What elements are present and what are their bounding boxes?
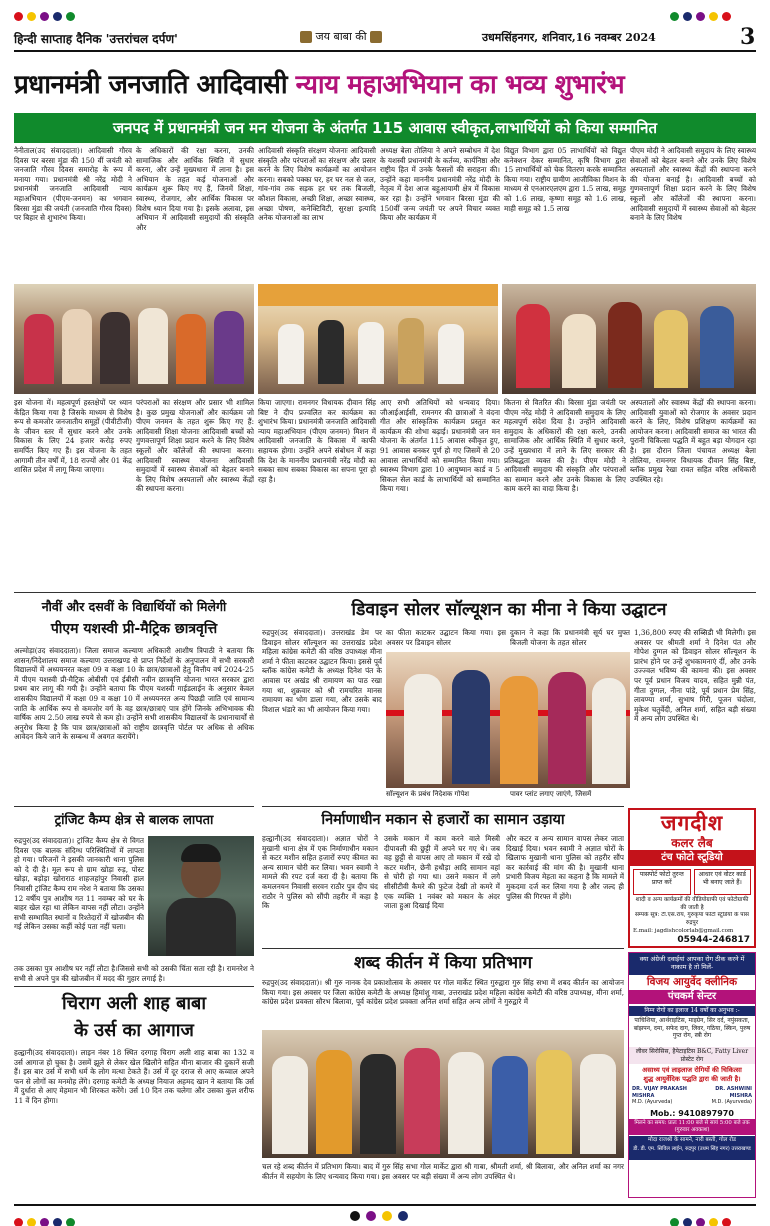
masthead-slogan (300, 29, 382, 44)
urs-headline-line-2: के उर्स का आगाज (74, 1020, 194, 1041)
clinic-ad-doctor-1: DR. VIJAY PRAKASH MISHRA (632, 1086, 687, 1099)
missing-boy-photo (148, 836, 254, 956)
lead-col-4: अध्यक्ष बेला तोलिया ने अपने सम्बोधन में देश के यशस्वी प्रधानमंत्री के कर्तव्य, कार्यनिष्ठा और राष्ट्रीय हित में उनके फैसलों की सराहना की। उन्होंने कहा माननीय प्रधानमंत्री नरेंद्र मोदी के नेतृत्व में देश आज बहुआयामी क्षेत्र में विकास कर रहा है। उन्होंने भगवान बिरसा मुंडा की 150वीं जन्म जयंती पर अपने विचार व्यक्त किया और कार्यक्रम में (380, 146, 500, 223)
studio-ad (628, 808, 756, 948)
slogan-text: जय बाबा की (315, 30, 367, 43)
paper-name: हिन्दी साप्ताह दैनिक 'उत्तरांचल दर्पण' (14, 32, 178, 46)
masthead (0, 0, 770, 58)
lead-col-5b: कितना से वितरित की। बिरसा मुंडा जयंती पर पीएम नरेंद्र मोदी ने आदिवासी समुदाय के लिए महत्वपूर्ण संदेश दिया है। उन्होंने आदिवासी समुदाय के अधिकारों की रक्षा करने, उनकी सामाजिक और आर्थिक स्थिति में सुधार करने, उन्हें मुख्यधारा में लाने के लिए सरकार की प्रतिबद्धता व्यक्त की है। पीएम मोदी ने आदिवासी समुदाय की संस्कृति और परंपराओं का सम्मान करने और उनके विकास के लिए काम करने का वादा किया है। (504, 398, 626, 494)
dateline: उधमसिंहनगर, शनिवार,16 नवम्बर 2024 (482, 31, 656, 44)
clinic-ad-sub: पंचकर्म सेन्टर (629, 990, 755, 1004)
top-dots-right (670, 6, 735, 25)
om-mark-icon (300, 31, 312, 43)
scholarship-headline-line-2: पीएम यशस्वी प्री-मैट्रिक छात्रवृत्ति (50, 621, 218, 637)
studio-ad-email: E.mail: jagdishcolorlab@gmail.com (633, 928, 734, 934)
scholarship-headline (14, 596, 254, 642)
event-photo-audience (502, 284, 756, 394)
kirtan-body: रुद्रपुर(उद संवाददाता)। श्री गुरु नानक देव प्रकाशोत्सव के अवसर पर गोल मार्केट स्थित गुरुद्वारा गुरु सिंह सभा में शबद कीर्तन का आयोजन किया गया। इस अवसर पर जिला कांग्रेस कमेटी के अध्यक्ष हिमांशु गाबा, उत्तराखंड प्रदेश महिला कांग्रेस कमेटी की वरिष्ठ उपाध्यक्ष, मीना शर्मा, कांग्रेस प्रदेश प्रवक्ता सौरभ बिलावा, पूर्व कांग्रेस प्रदेश प्रवक्ता अनिल शर्मा सहित अन्य लोगों ने गुरुद्वारे में (262, 978, 624, 1007)
studio-ad-services: शादी व अन्य कार्यक्रमों की वीडियोग्राफी एवं फोटोग्राफी की जाती है (635, 897, 749, 911)
studio-ad-note-right: आधार एवं वोटर कार्ड भी बनाए जाते हैं। (694, 869, 752, 895)
clinic-ad-slogan-2: शुद्ध आयुर्वेदिक पद्धति द्वारा की जाती है। (643, 1074, 741, 1083)
missing-boy-headline: ट्रांजिट कैम्प क्षेत्र से बालक लापता (54, 813, 214, 828)
clinic-ad-top: क्या अंग्रेजी दवाईयां आपका रोग ठीक करने में नाकाम है तो मिलें- (629, 953, 755, 975)
studio-ad-address: सम्पर्क सूत्र: टी.एस.रॉय, गुरुकृपा फोटो स्टूडियो के पास रुद्रपुर (635, 912, 749, 926)
bottom-dots-left (14, 1212, 79, 1226)
registration-mark-icon (366, 1211, 376, 1221)
section-rule-5 (262, 948, 624, 949)
clinic-ad-footer-2: मोदा राजश्री के सामने, नारी बस्ती, गोल रोड (629, 1136, 755, 1145)
solar-col-3: दुकान ने कहा कि प्रधानमंत्री सूर्य घर मुफ्त बिजली योजना के तहत सोलर (510, 628, 630, 647)
clinic-ad-doctor-2-degree: M.D. (Ayurveda) (711, 1099, 752, 1105)
solar-col-2: का फीता काटकर उद्घाटन किया गया। इस अवसर पर डिवाइन सोलर (386, 628, 506, 647)
studio-ad-phone: 05944-246817 (677, 935, 750, 945)
bottom-dots-right (670, 1212, 735, 1226)
scholarship-headline-line-1: नौवीं और दसवीं के विद्यार्थियों को मिलेगी (41, 599, 227, 614)
clinic-ad-note: लीवर सिरोसिस, हैपेटाइटिस B&C, Fatty Liver प्रोस्टेट रोग (629, 1047, 755, 1064)
lead-col-3b: किया जाएगा। रामनगर विधायक दीवान सिंह बिष्ट ने दीप प्रज्वलित कर कार्यक्रम का शुभारंभ किया। प्रधानमंत्री जनजाति आदिवासी न्याय महाअभियान (पीएम जनमन) मिशन में आदिवासी जनजाति के विकास में काफी सहायक होगा। उन्होंने अपने संबोधन में कहा कि देश के माननीय प्रधानमंत्री नरेंद्र मोदी का सबका साथ सबका विकास का सपना पूरा हो रहा है। (258, 398, 376, 484)
kirtan-caption: चल रहे शब्द कीर्तन में प्रतिभाग किया। बाद में गुरु सिंह सभा गोल मार्केट द्वारा श्री गाबा, श्रीमती शर्मा, श्री बिलावा, और अनिल शर्मा का नगर कीर्तन में सहयोग के लिए धन्यवाद किया गया। इस अवसर पर बड़ी संख्या में अन्य लोग उपस्थित थे। (262, 1162, 624, 1181)
solar-caption-2: पावर प्लांट लगाए जाएंगे, जिसमें (510, 790, 592, 798)
studio-ad-line-2: टंच फोटो स्टूडियो (630, 850, 754, 866)
lead-col-5: विद्युत विभाग द्वारा 05 लाभार्थियों को विद्युत कनेक्शन देकर सम्मानित, कृषि विभाग द्वारा 15 लाभार्थियों को चेक वितरण करके सम्मानित किया गया। राष्ट्रीय ग्रामीण आजीविका मिशन के माध्यम से एनआरएलएम द्वारा 1.5 लाख, समूह को 1.6 लाख, कृष्णा समूह को 1.6 लाख, माही समूह को 1.5 लाख (504, 146, 626, 213)
lead-col-1b: इस योजना में। महत्वपूर्ण हस्तक्षेपों पर ध्यान केंद्रित किया गया है जिसके माध्यम से विशेष रूप से कमजोर जनजातीय समूहों (पीवीटीजी) के जीवन स्तर में सुधार करने और उनके विकास के लिए 24 हजार करोड़ रुपए समर्पित किए गए हैं। इस योजना के तहत आगामी तीन वर्षों में, 18 राज्यों और 01 केंद्र शासित प्रदेश में लागू किया जाएगा। (14, 398, 132, 475)
theft-col-3: और कटर व अन्य सामान वापस लेकर जाता दिखाई दिया। भवन स्वामी ने अज्ञात चोरों के खिलाफ मुखानी थाना पुलिस को तहरीर सौंप कर कार्रवाई की मांग की है। मुखानी थाना प्रभारी विजय मेहता का कहना है कि मामले में मुकदमा दर्ज कर लिया गया है और जल्द ही पुलिस की गिरफ्त में होंगे। (506, 834, 624, 901)
top-dots-left (14, 6, 79, 25)
scholarship-body: अल्मोड़ा(उद संवाददाता)। जिला समाज कल्याण अधिकारी आशीष त्रिपाठी ने बताया कि शासन/निदेशालय समाज कल्याण उत्तराखण्ड से प्राप्त निर्देशों के अनुपालन में सभी सरकारी विद्यालयों में अध्ययनरत कक्षा 09 व कक्षा 10 के छात्र/छात्राओं हेतु वित्तीय वर्ष 2024-25 में पीएम यशस्वी प्री-मैट्रिक ओबीसी एवं ईबीसी नवीन छात्रवृत्ति योजना भारत सरकार द्वारा प्रथम बार लागू की गयी है। उन्होंने बताया कि पीएम यशस्वी गाईडलाईन के अनुसार केवल शासकीय विद्यालयों में कक्षा 09 व कक्षा 10 में अध्ययनरत अन्य पिछड़ी जाति एवं सामान्य जाति के आर्थिक रूप से कमजोर वर्ग के वह छात्र/छात्राएं पात्र होंगे जिनके अभिभावक की वार्षिक आय 2.50 लाख रुपये से कम हो। उन्होंने सभी शासकीय विद्यालयों के प्रधानाचार्यों से अनुरोध किया है कि पात्र छात्र/छात्राओं को राष्ट्रीय छात्रवृत्ति पोर्टल पर अधिक से अधिक आवेदन किये जाने के सम्बन्ध में अवगत करायेंगे। (14, 646, 254, 742)
event-photo-stage (258, 284, 498, 394)
lead-headline (14, 62, 756, 110)
om-mark-icon (370, 31, 382, 43)
clinic-ad-slogan-1: असाध्य एवं लाइलाज रोगियों की चिकित्सा (642, 1066, 742, 1074)
registration-mark-icon (382, 1211, 392, 1221)
footer-rule (14, 1204, 756, 1206)
kirtan-headline: शब्द कीर्तन में किया प्रतिभाग (353, 953, 533, 973)
missing-boy-tail: तक उसका पुत्र आशीष घर नहीं लौटा है।जिससे सभी को उसकी चिंता सता रही है। रामनरेश ने सभी से अपने पुत्र की खोजबीन में मदद की गुहार लगाई है। (14, 964, 254, 983)
theft-col-2: उसके मकान में काम करने वाले मिस्त्री दीपावली की छुट्टी में अपने घर गए थे। जब वह छुट्टी से वापस आए तो मकान में रखे दो कटर मशीन, छेनी हथौड़ा आदि सामान वहां से चोरी हो गया था। उसने मकान में लगे सीसीटीवी कैमरे की फुटेज देखी तो कमरे में एक व्यक्ति 1 नवंबर को मकान के अंदर जाता हुआ दिखाई दिया (384, 834, 500, 911)
lead-subhead: जनपद में प्रधानमंत्री जन मन योजना के अंतर्गत 115 आवास स्वीकृत,लाभार्थियों को किया सम्मानित (112, 119, 658, 137)
lead-col-3: आदिवासी संस्कृति संरक्षण योजनाः आदिवासी संस्कृति और परंपराओं का संरक्षण और प्रसार करने के लिए विशेष कार्यक्रमों का आयोजन करना। सबको पक्का घर, हर घर नल से जल, गांव-गांव तक सड़क हर घर तक बिजली, कौशल विकास, अच्छी शिक्षा, अच्छा स्वास्थ्य, अच्छा पोषण, कनेक्टिविटी, सुरक्षा इत्यादि अनेक योजनाओं का लाभ (258, 146, 376, 223)
clinic-ad-list: पाचिशिया, आर्थराइटिस, माइग्रेन, सिर दर्द, नपुंसकता, बांझपन, दमा, सफेद दाग, लिवर, गठिया, स्किन, पुरुष गुप्त रोग, स्त्री रोग (633, 1017, 751, 1040)
lead-col-1: नैनीताल(उद संवाददाता)। आदिवासी गौरव दिवस पर बरसा मुंडा की 150 वीं जयंती को जनजाति गौरव दिवस समारोह के रूप में मनाया गया। प्रधानमंत्री श्री नरेंद्र मोदी ने प्रधानमंत्री जनजाति आदिवासी न्याय महाअभियान (पीएम-जनमन) का भगवान बिरसा मुंडा की जयंती (जनजाति गौरव दिवस) पर बिहार से शुभारंभ किया। (14, 146, 132, 223)
registration-mark-icon (350, 1211, 360, 1221)
section-rule-2 (14, 806, 254, 807)
lead-col-2b: परंपराओं का संरक्षण और प्रसार भी शामिल है। कुछ प्रमुख योजनाओं और कार्यक्रम जो पीएम जनमन के तहत शुरू किए गए हैं: आदिवासी शिक्षा योजनाः आदिवासी बच्चों को गुणवत्तापूर्ण शिक्षा प्रदान करने के लिए विशेष स्कूलों और कॉलेजों की स्थापना करना। आदिवासी स्वास्थ्य योजनाः आदिवासी समुदायों में स्वास्थ्य सेवाओं को बेहतर बनाने के लिए विशेष अस्पतालों और स्वास्थ्य केंद्रों की स्थापना करना। (136, 398, 254, 494)
solar-caption-1: सॉल्यूशन के प्रबंध निदेशक गोपेश (386, 790, 470, 798)
lead-headline-part-2: न्याय महाअभियान का भव्य शुभारंभ (295, 70, 625, 100)
bottom-registration-marks (350, 1211, 408, 1221)
studio-ad-line-1: कलर लैब (671, 836, 713, 850)
clinic-ad-mobile: Mob.: 9410897970 (650, 1108, 734, 1118)
lead-col-6b: अस्पतालों और स्वास्थ्य केंद्रों की स्थापना करना। आदिवासी युवाओं को रोजगार के अवसर प्रदान करने के लिए, विशेष प्रशिक्षण कार्यक्रमों का आयोजन करना। आदिवासी समाज का भारत की पुरानी चिकित्सा पद्धति में बहुत बड़ा योगदान रहा है। इस दौरान जिला पंचायत अध्यक्ष बेला तोलिया, रामनगर विधायक दीवान सिंह बिष्ट, ब्लॉक प्रमुख रेखा रावत सहित वरिष्ठ अधिकारी उपस्थित रहे। (630, 398, 756, 484)
clinic-ad-doctor-1-degree: M.D. (Ayurveda) (632, 1099, 673, 1105)
masthead-rule (14, 50, 756, 52)
section-rule-1 (14, 592, 756, 593)
registration-mark-icon (398, 1211, 408, 1221)
solar-col-4: 1,36,800 रुपए की सब्सिडी भी मिलेगी। इस अवसर पर श्रीमती शर्मा ने दिनेश पंत और गोपेश दुग्गल को डिवाइन सोलर सॉल्यूशन के प्रारंभ होने पर उन्हें शुभकामनाएं दीं, और उनके उज्ज्वल भविष्य की कामना की। इस अवसर पर पूर्व प्रधान विजय यादव, सहित मुन्नी पंत, गीता दुग्गल, नीना पांडे, पूर्व प्रधान प्रेम सिंह, लावण्या शर्मा, सुभाष गिरी, पूजन चंदोला, मुकेश चतुर्वेदी, अनिल शर्मा, सहित बड़ी संख्या में अन्य लोग उपस्थित थे। (634, 628, 756, 724)
solar-inauguration-photo (386, 652, 630, 788)
lead-col-2: के अधिकारों की रक्षा करना, उनकी सामाजिक और आर्थिक स्थिति में सुधार करना, और उन्हें मुख्यधारा में लाना है। इस अभियान के तहत कई योजनाओं और कार्यक्रम शुरू किए गए हैं, जिनमें शिक्षा, स्वास्थ्य, रोजगार, और आर्थिक विकास पर विशेष ध्यान दिया गया है। इसके अलावा, इस अभियान में आदिवासी समुदायों की संस्कृति और (136, 146, 254, 232)
lead-subhead-band (14, 113, 756, 143)
clinic-ad (628, 952, 756, 1198)
clinic-ad-name: विजय आयुर्वेद क्लीनिक (646, 976, 738, 988)
urs-headline (14, 990, 254, 1044)
urs-headline-line-1: चिराग अली शाह बाबा (61, 993, 206, 1014)
lead-col-4b: आए सभी अतिथियों को धन्यवाद दिया। जीआईआईसी, रामनगर की छात्राओं ने वंदना गीत और सांस्कृतिक कार्यक्रम प्रस्तुत कर कार्यक्रम की शोभा बढ़ाई। प्रधानमंत्री जन मन योजना के अंतर्गत 115 आवास स्वीकृत हुए, 91 आवास बनकर पूर्ण हो गए जिसमें से 20 आवास लाभार्थियों को सम्मानित किया गया। स्वास्थ्य विभाग द्वारा 10 आयुष्मान कार्ड व 5 सिकल सेल कार्ड के लाभार्थियों को सम्मानित किया गया। (380, 398, 500, 494)
event-photo-dignitaries (14, 284, 254, 394)
section-rule-3 (14, 986, 254, 987)
clinic-ad-footer-1: मिलने का समय: प्रातः 11:00 बजे से सायं 5:00 बजे तक (गुरुवार अवकाश) (629, 1119, 755, 1135)
studio-ad-note-left: पासपोर्ट फोटो तुरन्त प्राप्त करें (633, 869, 691, 895)
missing-boy-body: रुद्रपुर(उद संवाददाता)। ट्रांजिट कैम्प क्षेत्र से विगत दिवस एक बालक संदिग्ध परिस्थितियों में लापता हो गया। परिजनों ने इसकी जानकारी थाना पुलिस को दे दी है। मूल रूप से ग्राम खोड़ा रुड़, पोस्ट खोड़ा, बड़ोड़ा खोराराठ शाहजहांपुर निवासी हाल निवासी ट्रांजिट कैम्प राम नरेश ने बताया कि उसका 12 वर्षीय पुत्र आशीष गत 11 नवम्बर को घर के बाहर खेल रहा था लेकिन वापस नहीं लौटा। उन्होंने सभी सम्भावित स्थानों व रिश्तेदारों में खोजबीन की गई लेकिन उसका कहीं कोई पता नहीं चला। (14, 836, 144, 932)
lead-headline-part-1: प्रधानमंत्री जनजाति आदिवासी (14, 70, 288, 100)
kirtan-photo (262, 1030, 624, 1158)
solar-headline: डिवाइन सोलर सॉल्यूशन का मीना ने किया उद्घाटन (351, 600, 667, 620)
lead-col-6: पीएम मोदी ने आदिवासी समुदाय के लिए स्वास्थ्य सेवाओं को बेहतर बनाने और उनके लिए विशेष अस्पतालों और स्वास्थ्य केंद्रों की स्थापना करने की योजना बनाई है। आदिवासी बच्चों को गुणवत्तापूर्ण शिक्षा प्रदान करने के लिए विशेष स्कूलों और कॉलेजों की स्थापना करना। आदिवासी समुदायों में स्वास्थ्य सेवाओं को बेहतर बनाने के लिए विशेष (630, 146, 756, 223)
clinic-ad-footer-3: डी. डी. एम. सिविल लाईन, रुद्रपुर (उधम सिंह नगर) उत्तराखण्ड (629, 1145, 755, 1160)
clinic-ad-doctor-2: DR. ASHWINI MISHRA (715, 1086, 752, 1099)
theft-col-1: हल्द्वानी(उद संवाददाता)। अज्ञात चोरों ने मुखानी थाना क्षेत्र में एक निर्माणाधीन मकान से कटर मशीन सहित हजारों रुपए कीमत का अन्य सामान चोरी कर लिया। भवन स्वामी ने मामले की रपट दर्ज करा दी है। बताया कि कमलनयन निवासी सरवन राठौर पुत्र दीप चंद राठौर ने पुलिस को सौंपी तहरीर में कहा है कि (262, 834, 378, 911)
solar-col-1: रुद्रपुर(उद संवाददाता)। उत्तराखंड डेम पर डिवाइन सोलर सॉल्यूशन का उत्तराखंड प्रदेश महिला कांग्रेस कमेटी की वरिष्ठ उपाध्यक्ष मीना शर्मा ने फीता काटकर उद्घाटन किया। इससे पूर्व ब्लॉक कांग्रेस कमेटी के अध्यक्ष दिनेश पंत के आवास पर अखंड श्री रामायण का पाठ रखा गया था, शुक्रवार को श्री रामचरित मानस रामायण का भोग डाला गया, और उसके बाद विशाल भंडारे का भी आयोजन किया गया। (262, 628, 382, 714)
theft-headline: निर्माणाधीन मकान से हजारों का सामान उड़ाया (321, 812, 565, 828)
studio-ad-name: जगदीश (660, 811, 724, 835)
page-number: 3 (740, 24, 756, 50)
clinic-ad-list-head: निम्न रोगों का इलाज 14 वर्षों का अनुभव :- (629, 1006, 755, 1016)
urs-body: हल्द्वानी(उद संवाददाता)। लाइन नंबर 18 स्थित दरगाह चिराग अली शाह बाबा का 132 व उर्स आगाज हो चुका है। उसमें झूले से लेकर खेल खिलौने सहित मीना बाजार की दुकानें सजी हैं। इस बार उर्स में सभी धर्म के लोग मत्था टेकते हैं। उर्स में दूर दराज से आए कव्वाल अपने फन से लोगों का मनमोह लेंगे। दरगाह कमेटी के अध्यक्ष नियाज अहमद खान ने बताया कि उर्स में दुर्धारा से आए मेहमान भी शिरकत करेंगे। उर्स 10 दिन तक चलेगा और उसका कुल शरीफ 11 वें दिन होगा। (14, 1048, 254, 1105)
section-rule-4 (262, 806, 624, 807)
